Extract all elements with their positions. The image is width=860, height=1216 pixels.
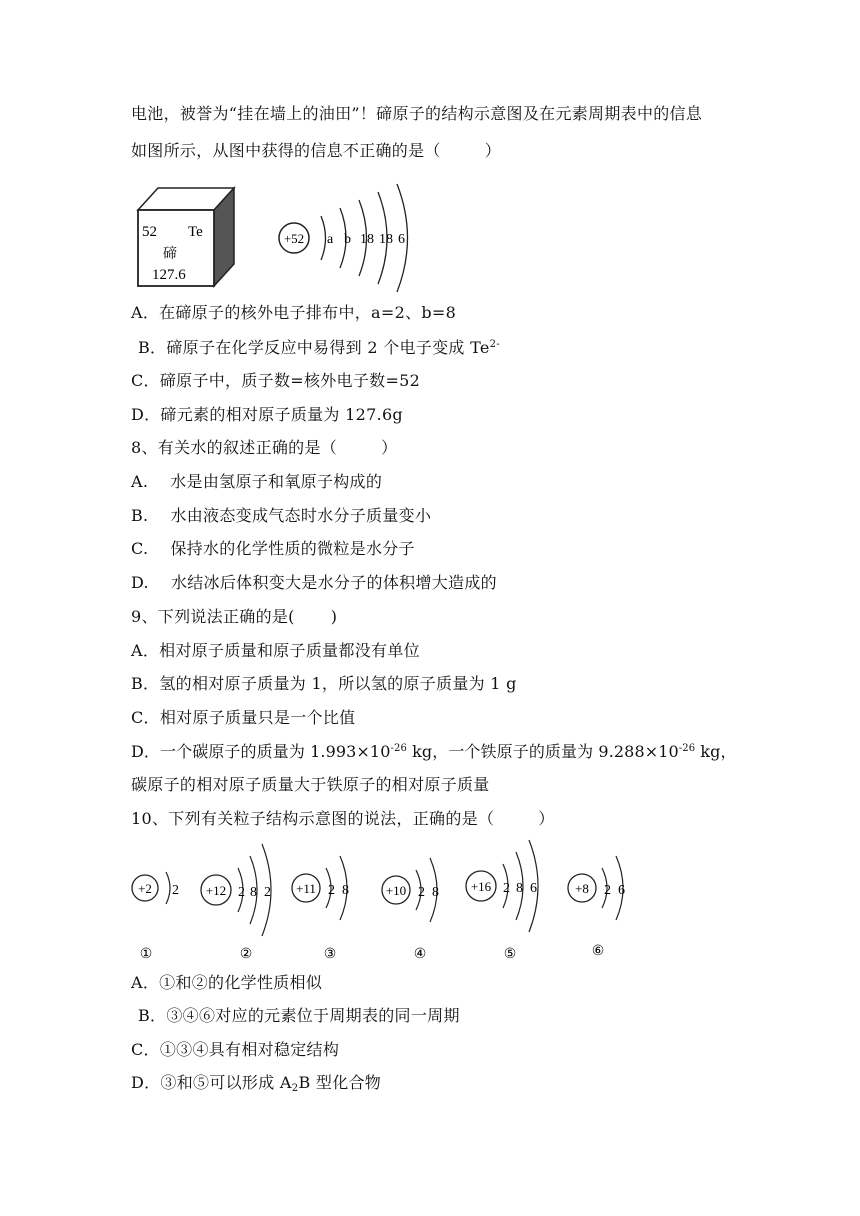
q9-option-d-part2: kg，一个铁原子的质量为 9.288×10 — [406, 742, 679, 761]
q9-option-c: C．相对原子质量只是一个比值 — [131, 708, 356, 727]
particle-2-shell-3: 2 — [264, 885, 271, 900]
q9-option-d — [131, 742, 737, 762]
q7-option-b-sup: 2- — [489, 339, 500, 350]
particle-3-shell-1: 2 — [328, 883, 335, 898]
q8-option-a-text: 水是由氢原子和氧原子构成的 — [170, 472, 383, 491]
particle-diagrams — [128, 838, 648, 968]
q8-option-d-text: 水结冰后体积变大是水分子的体积增大造成的 — [170, 573, 497, 592]
q8-stem — [131, 438, 397, 458]
q9-stem-text: 9、下列说法正确的是( — [131, 607, 295, 626]
particle-1-shell-1: 2 — [172, 883, 179, 898]
q10-stem — [131, 809, 555, 829]
particle-6 — [568, 856, 625, 959]
particle-6-shell-1: 2 — [604, 883, 611, 898]
q7-option-b-text: B．碲原子在化学反应中易得到 2 个电子变成 Te — [138, 338, 490, 357]
particle-1 — [132, 872, 179, 962]
q10-option-d — [131, 1073, 381, 1093]
particle-2-shell-2: 8 — [250, 885, 257, 900]
particle-1-nucleus: +2 — [138, 881, 152, 896]
q8-option-d-label: D. — [131, 573, 149, 592]
tellurium-figure — [130, 178, 430, 293]
q10-stem-end: ） — [538, 809, 555, 828]
te-shell-3: 18 — [360, 232, 374, 247]
particle-2-shell-1: 2 — [238, 885, 245, 900]
particle-3 — [292, 856, 349, 962]
element-card — [138, 188, 234, 286]
particle-5-shell-1: 2 — [503, 881, 510, 896]
q8-stem-text: 8、有关水的叙述正确的是（ — [131, 438, 338, 457]
q9-option-d-sup2: -26 — [678, 743, 696, 754]
q10-option-d-part2: B 型化合物 — [298, 1073, 382, 1092]
q7-option-d: D．碲元素的相对原子质量为 127.6g — [131, 405, 403, 424]
q9-option-b: B．氢的相对原子质量为 1，所以氢的原子质量为 1 g — [131, 674, 517, 693]
particle-6-label: ⑥ — [591, 944, 605, 959]
te-shell-4: 18 — [379, 232, 393, 247]
particle-5-shell-2: 8 — [516, 881, 523, 896]
particle-1-label: ① — [139, 947, 153, 962]
q8-option-b-text: 水由液态变成气态时水分子质量变小 — [170, 506, 432, 525]
particle-4-shell-2: 8 — [432, 885, 439, 900]
q9-option-a: A．相对原子质量和原子质量都没有单位 — [131, 641, 420, 660]
q8-stem-end: ） — [381, 438, 398, 457]
te-nucleus: +52 — [283, 231, 305, 246]
particle-5-nucleus: +16 — [470, 879, 492, 894]
q10-option-d-part1: D．③和⑤可以形成 A — [131, 1073, 292, 1092]
q10-stem-text: 10、下列有关粒子结构示意图的说法，正确的是（ — [131, 809, 495, 828]
q9-option-d-part3: kg， — [695, 742, 737, 761]
q8-option-a — [131, 472, 382, 492]
te-atom-diagram — [279, 184, 408, 292]
particle-3-shell-2: 8 — [342, 883, 349, 898]
particle-2-nucleus: +12 — [205, 883, 227, 898]
particle-6-nucleus: +8 — [575, 881, 589, 896]
particle-2 — [201, 844, 271, 962]
q10-option-b: B．③④⑥对应的元素位于周期表的同一周期 — [138, 1006, 460, 1025]
intro-line-2 — [131, 141, 501, 161]
q8-option-c — [131, 539, 415, 559]
particle-5 — [466, 840, 538, 962]
particle-2-label: ② — [239, 947, 253, 962]
q8-option-a-label: A. — [131, 472, 149, 491]
particle-3-nucleus: +11 — [296, 881, 316, 896]
q8-option-b-label: B. — [131, 506, 149, 525]
q8-option-c-label: C. — [131, 539, 149, 558]
particle-4 — [382, 858, 439, 962]
q8-option-b — [131, 506, 431, 526]
q7-option-b — [138, 338, 500, 358]
q9-stem-end: ) — [330, 607, 338, 626]
particle-5-shell-3: 6 — [530, 881, 537, 896]
particle-5-label: ⑤ — [503, 947, 517, 962]
intro-line-1: 电池，被誉为“挂在墙上的油田”！碲原子的结构示意图及在元素周期表中的信息 — [131, 104, 703, 123]
element-name: 碲 — [163, 247, 177, 262]
q9-stem — [131, 607, 337, 627]
q7-option-c: C．碲原子中，质子数=核外电子数=52 — [131, 371, 421, 390]
q8-option-c-text: 保持水的化学性质的微粒是水分子 — [170, 539, 415, 558]
te-shell-2: b — [344, 232, 351, 247]
particle-4-nucleus: +10 — [385, 883, 407, 898]
te-shell-1: a — [327, 232, 334, 247]
q10-option-c: C．①③④具有相对稳定结构 — [131, 1040, 340, 1059]
particle-3-label: ③ — [323, 947, 337, 962]
q10-option-a: A．①和②的化学性质相似 — [131, 973, 323, 992]
q9-option-d-part1: D．一个碳原子的质量为 1.993×10 — [131, 742, 391, 761]
q10-option-d-sub: 2 — [291, 1083, 299, 1094]
intro-line-2-text: 如图所示，从图中获得的信息不正确的是（ — [131, 141, 441, 160]
element-mass: 127.6 — [152, 267, 186, 283]
intro-line-2-end: ） — [484, 141, 502, 160]
particle-4-label: ④ — [413, 947, 427, 962]
q8-option-d — [131, 573, 497, 593]
te-shell-5: 6 — [398, 232, 405, 247]
element-symbol: Te — [188, 224, 203, 240]
q9-option-d-sup1: -26 — [390, 743, 407, 754]
q7-option-a: A．在碲原子的核外电子排布中，a=2、b=8 — [131, 303, 457, 322]
particle-4-shell-1: 2 — [418, 885, 425, 900]
q9-option-d-line2: 碳原子的相对原子质量大于铁原子的相对原子质量 — [131, 775, 490, 794]
particle-6-shell-2: 6 — [618, 883, 625, 898]
element-number: 52 — [142, 224, 157, 240]
